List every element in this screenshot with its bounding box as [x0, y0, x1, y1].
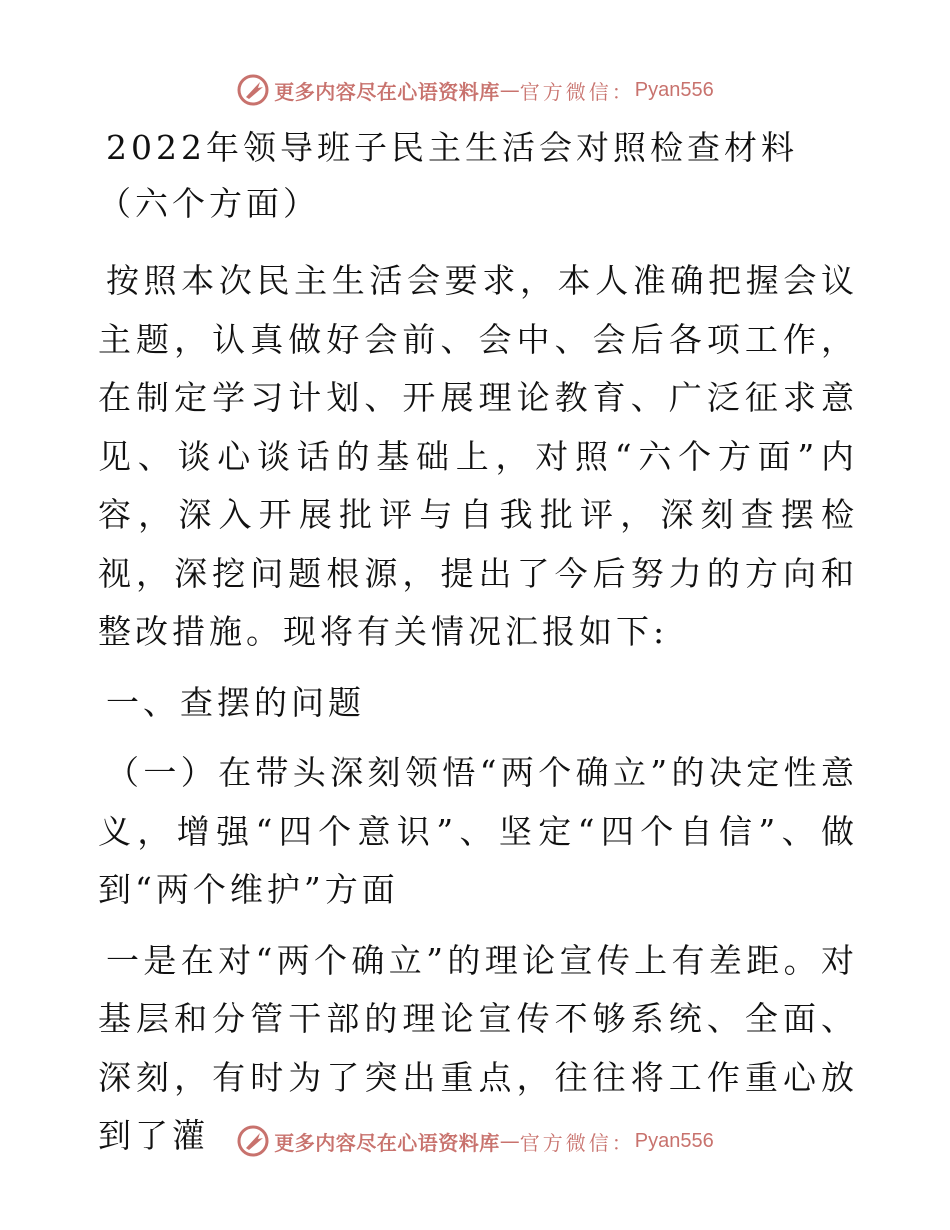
point-paragraph: 一是在对“两个确立”的理论宣传上有差距。对基层和分管干部的理论宣传不够系统、全面、深刻，有时为了突出重点，往往将工作重心放到了灌 — [98, 940, 858, 1155]
document-title: 2022年领导班子民主生活会对照检查材料（六个方面） — [98, 128, 798, 223]
watermark-official-label: 官方微信： — [519, 1130, 635, 1155]
watermark-site-text: 更多内容尽在心语资料库 — [274, 1130, 500, 1155]
intro-paragraph: 按照本次民主生活会要求，本人准确把握会议主题，认真做好会前、会中、会后各项工作，在制定学习计划、开展理论教育、广泛征求意见、谈心谈话的基础上，对照“六个方面”内容，深入开展批评与自我批评，深刻查摆检视，深挖问题根源，提出了今后努力的方向和整改措施。现将有关情况汇报如下: — [98, 261, 858, 651]
header-watermark — [0, 70, 950, 110]
watermark-separator: — — [499, 78, 520, 102]
watermark-official-label: 官方微信： — [519, 79, 635, 104]
watermark-wechat-id: Pyan556 — [634, 78, 714, 101]
subsection-heading: （一）在带头深刻领悟“两个确立”的决定性意义，增强“四个意识”、坚定“四个自信”、做到“两个维护”方面 — [98, 753, 858, 909]
watermark-separator: — — [499, 1129, 520, 1153]
section-heading: 一、查摆的问题 — [106, 682, 365, 722]
watermark-wechat-id: Pyan556 — [634, 1129, 714, 1152]
document-body — [98, 120, 858, 1166]
watermark-site-text: 更多内容尽在心语资料库 — [274, 79, 500, 104]
quill-circle-icon — [236, 73, 270, 107]
footer-watermark — [0, 1121, 950, 1161]
quill-circle-icon — [236, 1124, 270, 1158]
